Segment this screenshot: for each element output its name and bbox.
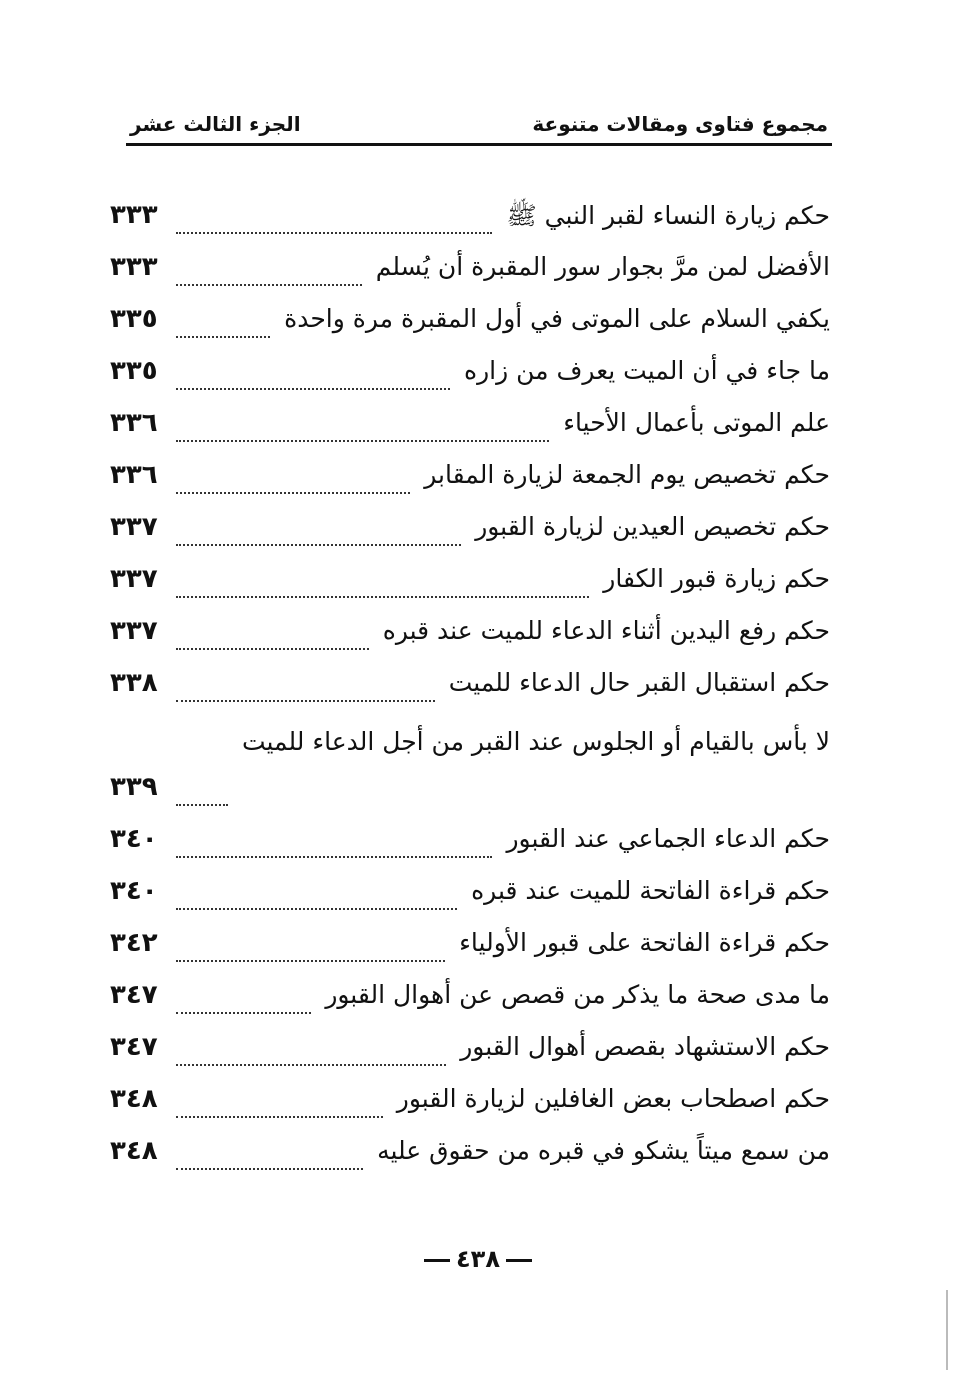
toc-entry <box>110 716 830 820</box>
toc-entry-page: ٣٣٨ <box>110 668 158 698</box>
toc-leader-dots <box>176 1116 383 1118</box>
toc-leader-dots <box>176 284 362 286</box>
toc-leader-dots <box>176 492 410 494</box>
toc-leader-dots <box>176 388 450 390</box>
toc-entry-page: ٣٣٣ <box>110 252 158 282</box>
footer-dash-right <box>424 1259 450 1262</box>
toc-entry <box>110 300 830 352</box>
toc-entry-page: ٣٣٥ <box>110 304 158 334</box>
toc-entry-page: ٣٣٩ <box>110 772 158 802</box>
page-number: ٤٣٨ <box>456 1245 500 1273</box>
toc-leader-dots <box>176 804 228 806</box>
table-of-contents <box>110 196 830 1184</box>
toc-entry <box>110 352 830 404</box>
toc-leader-dots <box>176 856 492 858</box>
page-number-footer <box>0 1245 956 1273</box>
toc-entry <box>110 1028 830 1080</box>
toc-entry-title: حكم زيارة النساء لقبر النبي ﷺ <box>506 201 830 230</box>
toc-leader-dots <box>176 544 461 546</box>
toc-leader-dots <box>176 232 492 234</box>
toc-entry-page: ٣٣٧ <box>110 616 158 646</box>
toc-leader-dots <box>176 908 457 910</box>
toc-entry <box>110 404 830 456</box>
toc-entry-page: ٣٣٥ <box>110 356 158 386</box>
toc-leader-dots <box>176 1012 311 1014</box>
toc-leader-dots <box>176 960 445 962</box>
toc-entry <box>110 612 830 664</box>
toc-entry-title: ما مدى صحة ما يذكر من قصص عن أهوال القبور <box>325 980 830 1009</box>
toc-entry <box>110 456 830 508</box>
toc-entry-title: لا بأس بالقيام أو الجلوس عند القبر من أجل الدعاء للميت <box>241 727 830 756</box>
toc-entry-title: حكم زيارة قبور الكفار <box>603 564 830 593</box>
toc-entry-title: ما جاء في أن الميت يعرف من زاره <box>463 356 830 385</box>
toc-entry-page: ٣٣٧ <box>110 564 158 594</box>
toc-entry-title: حكم قراءة الفاتحة للميت عند قبره <box>471 876 830 905</box>
toc-leader-dots <box>176 440 549 442</box>
toc-entry-page: ٣٤٧ <box>110 980 158 1010</box>
toc-entry-title: حكم اصطحاب بعض الغافلين لزيارة القبور <box>396 1084 830 1113</box>
toc-leader-dots <box>176 700 435 702</box>
toc-entry <box>110 248 830 300</box>
toc-entry-page: ٣٤٠ <box>110 876 158 906</box>
toc-entry-title: حكم قراءة الفاتحة على قبور الأولياء <box>459 928 830 957</box>
toc-entry-page: ٣٤٧ <box>110 1032 158 1062</box>
toc-entry-page: ٣٤٨ <box>110 1084 158 1114</box>
toc-entry-page: ٣٣٣ <box>110 200 158 230</box>
toc-entry <box>110 924 830 976</box>
toc-entry-title: حكم استقبال القبر حال الدعاء للميت <box>448 668 830 697</box>
toc-leader-dots <box>176 648 369 650</box>
toc-entry <box>110 664 830 716</box>
toc-entry-title: حكم الدعاء الجماعي عند القبور <box>506 824 830 853</box>
toc-entry <box>110 508 830 560</box>
toc-leader-dots <box>176 596 589 598</box>
toc-entry-title: حكم تخصيص يوم الجمعة لزيارة المقابر <box>424 460 830 489</box>
toc-entry-title: حكم تخصيص العيدين لزيارة القبور <box>475 512 830 541</box>
toc-entry-page: ٣٣٧ <box>110 512 158 542</box>
toc-leader-dots <box>176 1064 446 1066</box>
toc-entry-title: حكم الاستشهاد بقصص أهوال القبور <box>460 1032 830 1061</box>
toc-entry-title: علم الموتى بأعمال الأحياء <box>563 408 830 437</box>
page-edge-mark <box>946 1290 948 1370</box>
toc-leader-dots <box>176 1168 363 1170</box>
toc-entry <box>110 872 830 924</box>
toc-entry-page: ٣٣٦ <box>110 460 158 490</box>
header-rule <box>126 143 832 146</box>
toc-entry-title: يكفي السلام على الموتى في أول المقبرة مرة واحدة <box>284 304 830 333</box>
toc-entry-title: حكم رفع اليدين أثناء الدعاء للميت عند قبره <box>382 616 830 645</box>
toc-entry <box>110 1080 830 1132</box>
toc-entry-page: ٣٤٠ <box>110 824 158 854</box>
toc-entry <box>110 560 830 612</box>
toc-entry <box>110 1132 830 1184</box>
book-title-header: مجموع فتاوى ومقالات متنوعة <box>532 112 828 136</box>
toc-entry <box>110 196 830 248</box>
toc-entry-page: ٣٣٦ <box>110 408 158 438</box>
toc-entry-page: ٣٤٨ <box>110 1136 158 1166</box>
toc-entry-title: من سمع ميتاً يشكو في قبره من حقوق عليه <box>377 1136 830 1165</box>
footer-dash-left <box>506 1259 532 1262</box>
volume-header: الجزء الثالث عشر <box>130 112 301 136</box>
toc-entry <box>110 820 830 872</box>
toc-entry-title: الأفضل لمن مرَّ بجوار سور المقبرة أن يُسلم <box>375 252 830 281</box>
toc-entry-page: ٣٤٢ <box>110 928 158 958</box>
toc-entry <box>110 976 830 1028</box>
toc-leader-dots <box>176 336 270 338</box>
